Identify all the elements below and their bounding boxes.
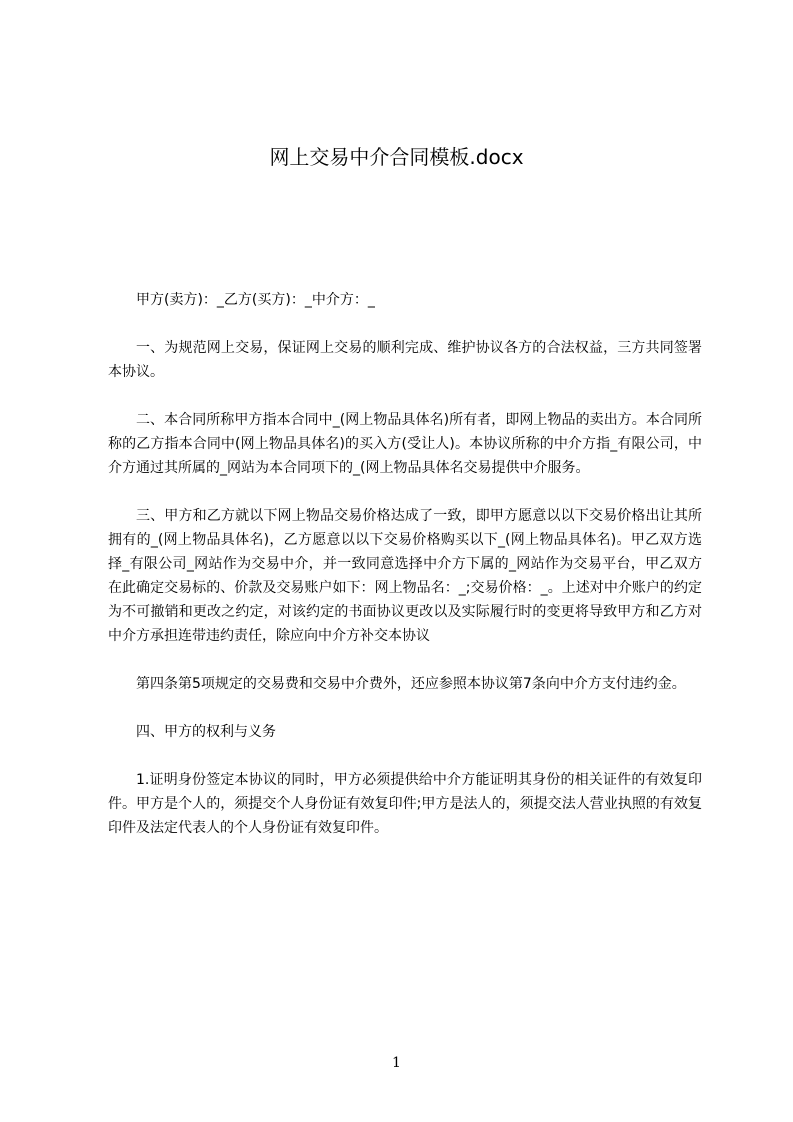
page-number: 1 xyxy=(392,1055,401,1071)
clause-2: 二、本合同所称甲方指本合同中_(网上物品具体名)所有者，即网上物品的卖出方。本合同所称的乙方指本合同中(网上物品具体名)的买入方(受让人)。本协议所称的中介方指_有限公司，中介方通过其所属的_网站为本合同项下的_(网上物品具体名交易提供中介服务。 xyxy=(108,412,702,476)
clause-4-continuation: 第四条第5项规定的交易费和交易中介费外，还应参照本协议第7条向中介方支付违约金。 xyxy=(136,676,686,692)
clause-identity-proof: 1.证明身份签定本协议的同时，甲方必须提供给中介方能证明其身份的相关证件的有效复印件。甲方是个人的，须提交个人身份证有效复印件;甲方是法人的，须提交法人营业执照的有效复印件及法定代表人的个人身份证有效复印件。 xyxy=(108,772,702,836)
clause-3: 三、甲方和乙方就以下网上物品交易价格达成了一致，即甲方愿意以以下交易价格出让其所拥有的_(网上物品具体名)，乙方愿意以以下交易价格购买以下_(网上物品具体名)。甲乙双方选择_有限公司_网站作为交易中介，并一致同意选择中介方下属的_网站作为交易平台，甲乙双方在此确定交易标的、价款及交易账户如下：网上物品名：_;交易价格：_。上述对中介账户的约定为不可撤销和更改之约定，对该约定的书面协议更改以及实际履行时的变更将导致甲方和乙方对中介方承担连带违约责任，除应向中介方补交本协议 xyxy=(108,508,702,644)
clause-1: 一、为规范网上交易，保证网上交易的顺利完成、维护协议各方的合法权益，三方共同签署本协议。 xyxy=(108,340,702,380)
document-title: 网上交易中介合同模板.docx xyxy=(269,145,524,169)
section-heading-party-a-rights: 四、甲方的权利与义务 xyxy=(136,724,276,740)
parties-line: 甲方(卖方)：_乙方(买方)：_中介方：_ xyxy=(136,292,375,308)
document-body xyxy=(108,288,702,840)
